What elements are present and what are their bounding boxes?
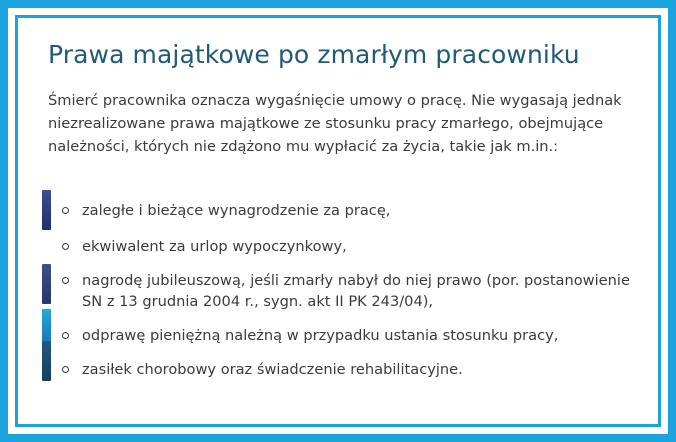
circle-bullet-icon xyxy=(62,243,69,250)
accent-bar xyxy=(42,264,51,304)
list-item-text: odprawę pieniężną należną w przypadku ustania stosunku pracy, xyxy=(82,327,559,344)
circle-bullet-icon xyxy=(62,332,69,339)
circle-bullet-icon xyxy=(62,207,69,214)
list-item-text: zasiłek chorobowy oraz świadczenie rehabilitacyjne. xyxy=(82,361,463,378)
circle-bullet-icon xyxy=(62,277,69,284)
list-item-text: zaległe i bieżące wynagrodzenie za pracę, xyxy=(82,202,391,219)
rights-list xyxy=(42,200,642,380)
list-item xyxy=(42,236,642,257)
list-item xyxy=(42,325,642,346)
accent-bar xyxy=(42,341,51,381)
list-item xyxy=(42,270,642,312)
list-item-text: nagrodę jubileuszową, jeśli zmarły nabył do niej prawo (por. postanowienie SN z 13 grudnia 2004 r., sygn. akt II PK 243/04), xyxy=(82,272,630,310)
card-title: Prawa majątkowe po zmarłym pracowniku xyxy=(48,40,580,69)
intro-paragraph: Śmierć pracownika oznacza wygaśnięcie umowy o pracę. Nie wygasają jednak niezrealizowane prawa majątkowe ze stosunku pracy zmarłego, obejmujące należności, których nie zdążono mu wypłacić za życia, takie jak m.in.: xyxy=(48,92,622,155)
list-item xyxy=(42,359,642,380)
accent-bar xyxy=(42,190,51,230)
circle-bullet-icon xyxy=(62,366,69,373)
list-item xyxy=(42,200,642,221)
list-item-text: ekwiwalent za urlop wypoczynkowy, xyxy=(82,238,347,255)
